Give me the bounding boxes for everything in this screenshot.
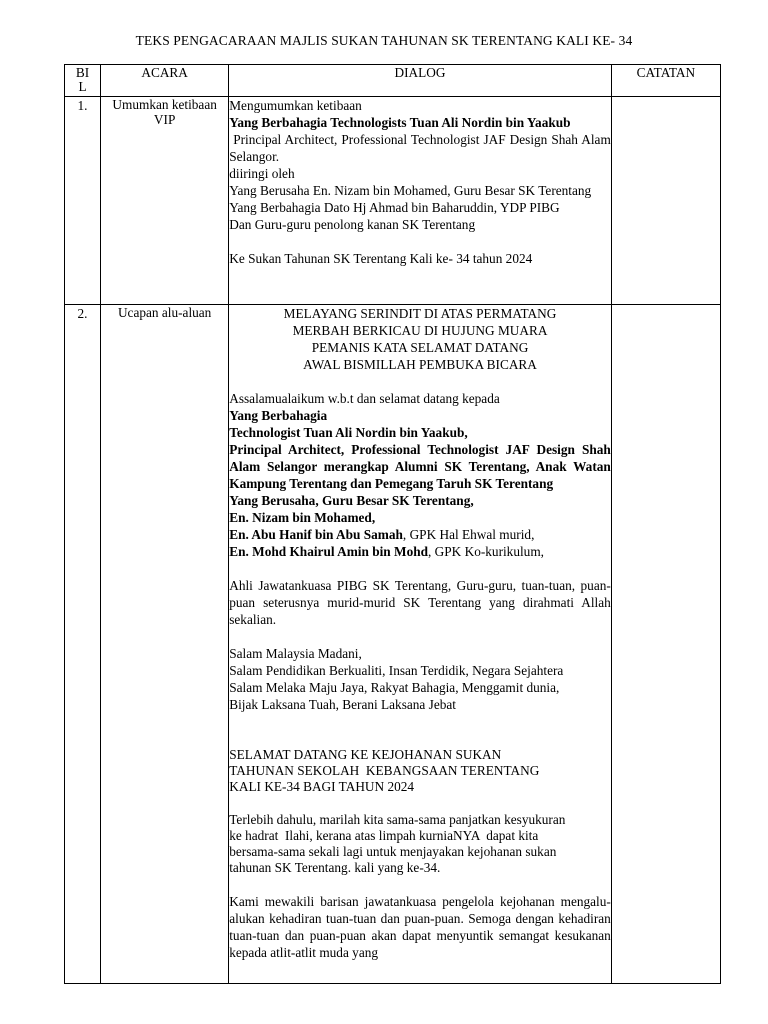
guest-line: En. Nizam bin Mohamed, — [229, 510, 376, 525]
pantun-line: MERBAH BERKICAU DI HUJUNG MUARA — [292, 323, 548, 338]
document-title: TEKS PENGACARAAN MAJLIS SUKAN TAHUNAN SK TERENTANG KALI KE- 34 — [135, 33, 633, 48]
salam-line: Salam Pendidikan Berkualiti, Insan Terdidik, Negara Sejahtera — [229, 663, 564, 678]
dialog-line: Yang Berbahagia Dato Hj Ahmad bin Baharuddin, YDP PIBG — [229, 200, 560, 215]
row1-dialog — [229, 97, 612, 305]
welcome-heading: KALI KE-34 BAGI TAHUN 2024 — [229, 779, 415, 794]
header-dialog: DIALOG — [229, 65, 612, 97]
pantun-line: MELAYANG SERINDIT DI ATAS PERMATANG — [283, 306, 557, 321]
table-row — [65, 305, 721, 984]
salam-line: Salam Melaka Maju Jaya, Rakyat Bahagia, Menggamit dunia, — [229, 680, 560, 695]
salam-line: Salam Malaysia Madani, — [229, 646, 362, 661]
greeting: Assalamualaikum w.b.t dan selamat datang kepada — [229, 391, 500, 406]
dialog-line: Ke Sukan Tahunan SK Terentang Kali ke- 34 tahun 2024 — [229, 251, 533, 266]
guest-line: Yang Berbahagia — [229, 408, 328, 423]
dialog-line: Mengumumkan ketibaan — [229, 98, 362, 113]
row1-catatan — [611, 97, 720, 305]
row1-acara: Umumkan ketibaan VIP — [101, 97, 229, 305]
welcome-heading: SELAMAT DATANG KE KEJOHANAN SUKAN — [229, 747, 502, 762]
script-table — [64, 64, 721, 984]
pantun-line: AWAL BISMILLAH PEMBUKA BICARA — [303, 357, 537, 372]
welcome-heading: TAHUNAN SEKOLAH KEBANGSAAN TERENTANG — [229, 763, 540, 778]
intro-line: tahunan SK Terentang. kali yang ke-34. — [229, 860, 441, 875]
committee-paragraph: Kami mewakili barisan jawatankuasa pengelola kejohanan mengalu-alukan kehadiran tuan-tuan dan puan-puan. Semoga dengan kehadiran tuan-tuan dan puan-puan akan dapat menyuntik semangat kesukanan kepada atlit-atlit muda yang — [229, 894, 611, 960]
table-header-row — [65, 65, 721, 97]
dialog-line: diiringi oleh — [229, 166, 295, 181]
audience-greeting: Ahli Jawatankuasa PIBG SK Terentang, Guru-guru, tuan-tuan, puan-puan seterusnya murid-murid SK Terentang yang dirahmati Allah sekalian. — [229, 578, 611, 627]
salam-line: Bijak Laksana Tuah, Berani Laksana Jebat — [229, 697, 456, 712]
table-row — [65, 97, 721, 305]
row2-dialog — [229, 305, 612, 984]
vip-name: Yang Berbahagia Technologists Tuan Ali Nordin bin Yaakub — [229, 115, 571, 130]
guest-line: Yang Berusaha, Guru Besar SK Terentang, — [229, 493, 474, 508]
row2-catatan — [611, 305, 720, 984]
header-catatan: CATATAN — [611, 65, 720, 97]
guest-line: En. Mohd Khairul Amin bin Mohd, GPK Ko-kurikulum, — [229, 544, 544, 559]
intro-line: ke hadrat Ilahi, kerana atas limpah kurniaNYA dapat kita — [229, 828, 539, 843]
dialog-line: Dan Guru-guru penolong kanan SK Terentang — [229, 217, 476, 232]
row1-bil: 1. — [65, 97, 101, 305]
guest-line: Technologist Tuan Ali Nordin bin Yaakub, — [229, 425, 468, 440]
guest-line: Principal Architect, Professional Technologist JAF Design Shah Alam Selangor merangkap Alumni SK Terentang, Anak Watan Kampung Terentang dan Pemegang Taruh SK Terentang — [229, 442, 611, 491]
intro-line: bersama-sama sekali lagi untuk menjayakan kejohanan sukan — [229, 844, 557, 859]
row2-acara: Ucapan alu-aluan — [101, 305, 229, 984]
guest-line: En. Abu Hanif bin Abu Samah, GPK Hal Ehwal murid, — [229, 527, 535, 542]
dialog-line: Yang Berusaha En. Nizam bin Mohamed, Guru Besar SK Terentang — [229, 183, 592, 198]
header-acara: ACARA — [101, 65, 229, 97]
row2-bil: 2. — [65, 305, 101, 984]
pantun-line: PEMANIS KATA SELAMAT DATANG — [311, 340, 529, 355]
intro-line: Terlebih dahulu, marilah kita sama-sama panjatkan kesyukuran — [229, 812, 566, 827]
header-bil: BIL — [65, 65, 101, 97]
vip-title: Principal Architect, Professional Technologist JAF Design Shah Alam Selangor. — [229, 132, 611, 164]
